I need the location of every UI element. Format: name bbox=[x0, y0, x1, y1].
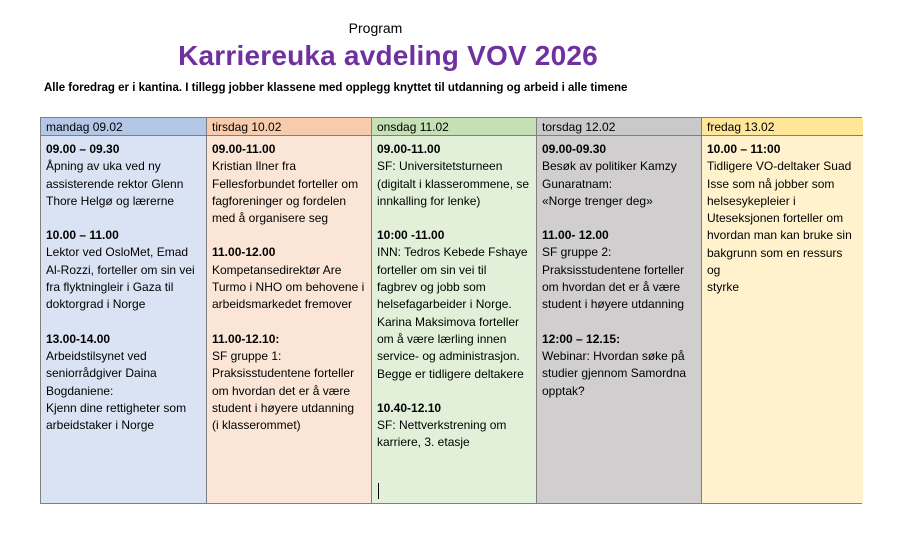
schedule-entry bbox=[542, 227, 697, 313]
schedule-entry bbox=[212, 141, 367, 227]
entry-text: Webinar: Hvordan søke på studier gjennom Samordna opptak? bbox=[542, 348, 687, 398]
schedule-entry bbox=[542, 141, 697, 210]
entry-text: SF gruppe 1: Praksisstudentene forteller om hvordan det er å være student i høyere utdanning (i klasserommet) bbox=[212, 348, 355, 433]
day-header: mandag 09.02 bbox=[41, 118, 206, 136]
day-column bbox=[537, 118, 702, 503]
day-body bbox=[41, 136, 206, 503]
day-column bbox=[372, 118, 537, 503]
schedule-table bbox=[40, 117, 862, 504]
entry-text: Lektor ved OsloMet, Emad Al-Rozzi, forteller om sin vei fra flyktningleir i Gaza til doktorgrad i Norge bbox=[46, 245, 195, 312]
entry-time: 09.00-11.00 bbox=[212, 142, 276, 156]
entry-text: Kompetansedirektør Are Turmo i NHO om behovene i arbeidsmarkedet fremover bbox=[212, 262, 365, 312]
entry-text: SF: Universitetsturneen (digitalt i klasserommene, se innkalling for lenke) bbox=[377, 159, 530, 208]
entry-time: 10.00 – 11:00 bbox=[707, 142, 781, 156]
schedule-entry bbox=[377, 400, 532, 452]
page-subtitle: Alle foredrag er i kantina. I tillegg jobber klassene med opplegg knyttet til utdanning og arbeid i alle timene bbox=[44, 82, 628, 94]
schedule-entry bbox=[707, 141, 859, 297]
entry-time: 12:00 – 12.15: bbox=[542, 331, 621, 346]
day-header: tirsdag 10.02 bbox=[207, 118, 371, 136]
day-body bbox=[537, 136, 701, 503]
entry-text: Åpning av uka ved ny assisterende rektor Glenn Thore Helgø og lærerne bbox=[46, 159, 184, 208]
schedule-entry bbox=[377, 141, 532, 210]
day-body bbox=[372, 136, 536, 503]
entry-text: INN: Tedros Kebede Fshaye forteller om sin vei til fagbrev og jobb som helsefagarbeider i Norge. Karina Maksimova forteller om å være lærling innen service- og administrasjon. Begge er tidligere deltakere bbox=[377, 245, 528, 381]
entry-time: 09.00-09.30 bbox=[542, 142, 607, 156]
entry-text: Arbeidstilsynet ved seniorrådgiver Daina Bogdaniene: Kjenn dine rettigheter som arbeidstaker i Norge bbox=[46, 348, 187, 433]
schedule-entry bbox=[46, 141, 202, 210]
entry-time: 11.00- 12.00 bbox=[542, 228, 609, 243]
page-title: Karriereuka avdeling VOV 2026 bbox=[178, 40, 598, 71]
schedule-entry bbox=[212, 331, 367, 435]
entry-time: 09.00 – 09.30 bbox=[46, 142, 120, 156]
day-column bbox=[702, 118, 863, 503]
day-header: onsdag 11.02 bbox=[372, 118, 536, 136]
entry-text: SF gruppe 2: Praksisstudentene forteller om hvordan det er å være student i høyere utdanning bbox=[542, 245, 685, 312]
schedule-entry bbox=[542, 331, 697, 400]
entry-time: 10.40-12.10 bbox=[377, 400, 442, 415]
day-column bbox=[41, 118, 207, 503]
schedule-entry bbox=[377, 227, 532, 383]
entry-text: Kristian Ilner fra Fellesforbundet forteller om fagforeninger og fordelen med å organisere seg bbox=[212, 159, 359, 226]
text-cursor bbox=[378, 483, 379, 499]
entry-text: Besøk av politiker Kamzy Gunaratnam: «Norge trenger deg» bbox=[542, 159, 677, 208]
entry-time: 10.00 – 11.00 bbox=[46, 228, 119, 243]
day-header: torsdag 12.02 bbox=[537, 118, 701, 136]
day-column bbox=[207, 118, 372, 503]
day-header: fredag 13.02 bbox=[702, 118, 863, 136]
entry-text: SF: Nettverkstrening om karriere, 3. etasje bbox=[377, 418, 507, 450]
entry-time: 11.00-12.10: bbox=[212, 331, 280, 346]
day-body bbox=[702, 136, 863, 503]
schedule-entry bbox=[46, 331, 202, 435]
program-label: Program bbox=[348, 20, 403, 36]
entry-time: 10:00 -11.00 bbox=[377, 228, 445, 243]
schedule-entry bbox=[46, 227, 202, 313]
entry-time: 09.00-11.00 bbox=[377, 142, 441, 156]
schedule-entry bbox=[212, 244, 367, 313]
entry-time: 11.00-12.00 bbox=[212, 245, 276, 260]
entry-time: 13.00-14.00 bbox=[46, 331, 111, 346]
entry-text: Tidligere VO-deltaker Suad Isse som nå jobber som helsesykepleier i Uteseksjonen forteller om hvordan man kan bruke sin bakgrunn som en ressurs og styrke bbox=[707, 159, 852, 295]
day-body bbox=[207, 136, 371, 503]
